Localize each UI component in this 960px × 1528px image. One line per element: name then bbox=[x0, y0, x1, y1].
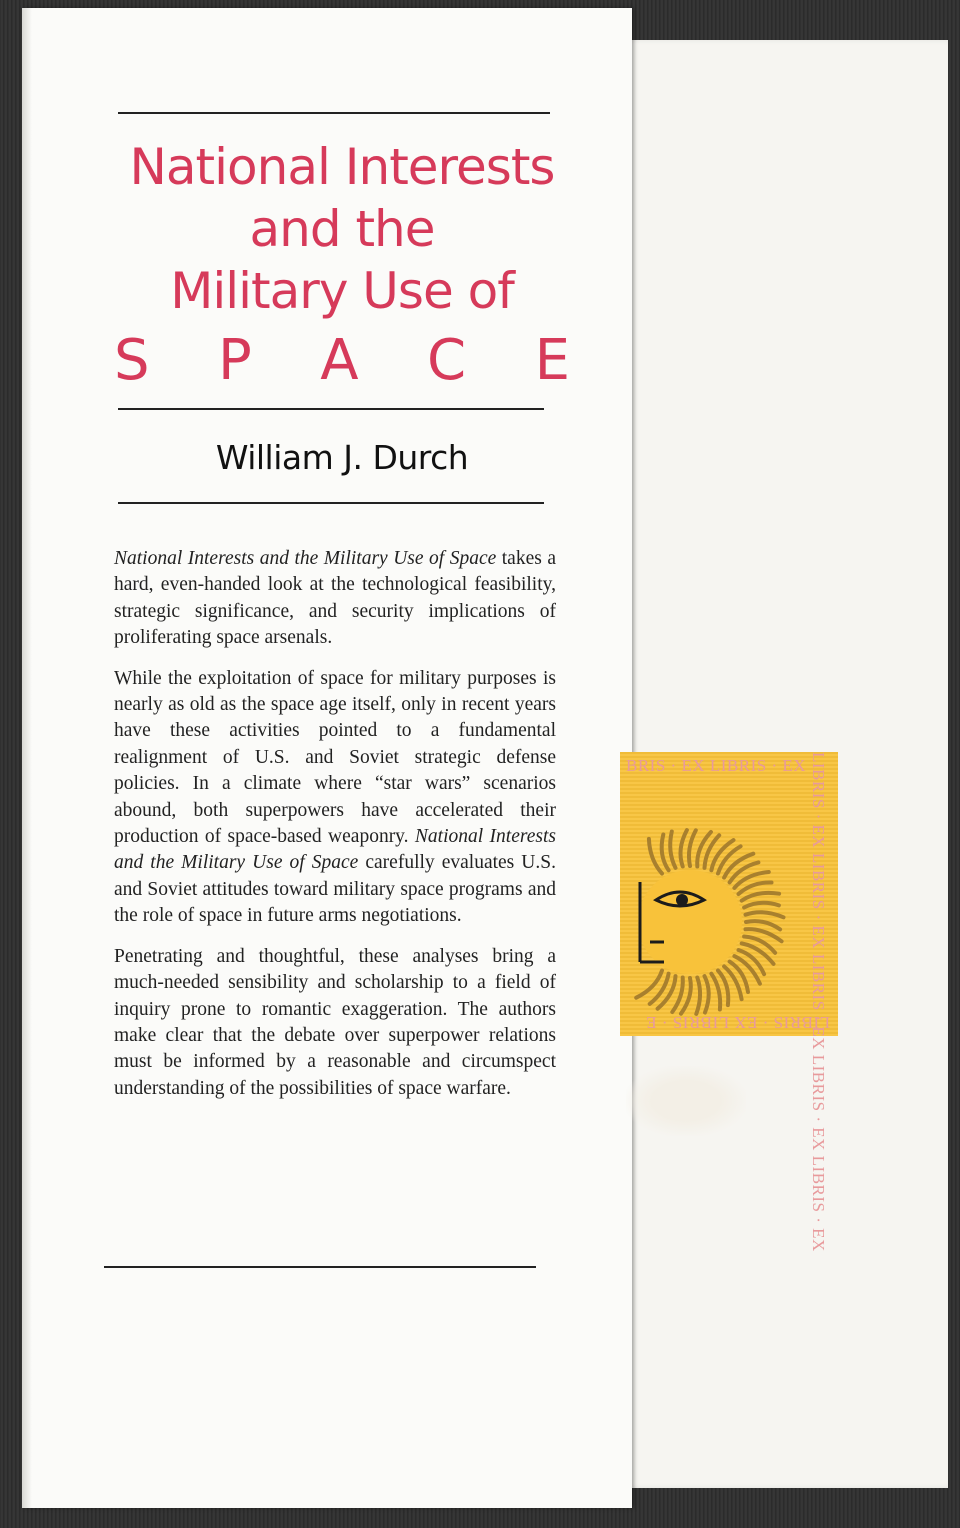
sun-ray bbox=[746, 912, 784, 917]
title-line-1: National Interests bbox=[129, 138, 555, 196]
title-letter: E bbox=[534, 328, 570, 393]
sun-face-icon bbox=[620, 812, 810, 1032]
title-rule bbox=[118, 408, 544, 410]
blurb-italic-title: National Interests and the Military Use of Space bbox=[114, 826, 556, 874]
label-scuff bbox=[626, 1066, 746, 1136]
sun-ray bbox=[670, 832, 675, 868]
title-letter: P bbox=[218, 328, 252, 393]
title-space-word bbox=[114, 326, 570, 396]
dust-jacket-flap bbox=[22, 8, 632, 1508]
title-letter: A bbox=[320, 328, 359, 393]
blurb-text: Penetrating and thoughtful, these analyses bring a much-needed sensibility and scholarship to a field of inquiry prone to romantic exaggeration. The authors make clear that the debate over superpower relations must be informed by a reasonable and circumspect understanding of the possibilities of space warfare. bbox=[114, 945, 556, 1099]
title-line-3: Military Use of bbox=[170, 262, 514, 320]
book-title bbox=[112, 136, 572, 322]
blurb-italic-title: National Interests and the Military Use of Space bbox=[114, 548, 497, 569]
title-letter: S bbox=[114, 328, 150, 393]
sun-ray bbox=[662, 835, 669, 871]
blurb-text: takes a hard, even-handed look at the technological feasibility, strategic significance, and security implications of proliferating space arsenals. bbox=[114, 548, 556, 649]
sun-ray bbox=[680, 830, 686, 866]
top-rule bbox=[118, 112, 550, 114]
bookplate-top-text: BRIS · EX LIBRIS · EX bbox=[626, 756, 807, 775]
sun-ray bbox=[705, 976, 709, 1012]
ex-libris-bookplate bbox=[620, 752, 838, 1252]
sun-ray bbox=[696, 978, 700, 1014]
title-line-2: and the bbox=[249, 200, 435, 258]
bookplate-side-text: LIBRIS · EX LIBRIS · EX LIBRIS · EX LIBRIS · EX LIBRIS · EX bbox=[809, 752, 828, 1252]
sun-ray bbox=[744, 903, 779, 908]
sun-ray bbox=[711, 974, 720, 1010]
blurb-paragraph-2 bbox=[114, 666, 556, 930]
author-rule bbox=[118, 502, 544, 504]
title-letter: C bbox=[427, 328, 467, 393]
bookplate-bottom-text: LIBRIS · EX LIBRIS · E bbox=[645, 1013, 830, 1032]
blurb-paragraph-1 bbox=[114, 546, 556, 652]
blurb-text: carefully evaluates U.S. and Soviet attitudes toward military space programs and the role of space in future arms negotiations. bbox=[114, 852, 556, 927]
blurb bbox=[114, 546, 556, 1116]
sun-ray bbox=[742, 893, 779, 901]
blurb-text: While the exploitation of space for military purposes is nearly as old as the space age itself, only in recent years have these activities pointed to a fundamental realignment of U.S. and Soviet strategic defense policies. In a climate where “star wars” scenarios abound, both superpowers have accelerated their production of space-based weaponry. bbox=[114, 667, 556, 848]
bottom-rule bbox=[104, 1266, 536, 1268]
author-name: William J. Durch bbox=[215, 438, 469, 477]
flap-edge bbox=[22, 8, 32, 1508]
blurb-paragraph-3 bbox=[114, 944, 556, 1102]
sun-ray bbox=[689, 830, 696, 866]
